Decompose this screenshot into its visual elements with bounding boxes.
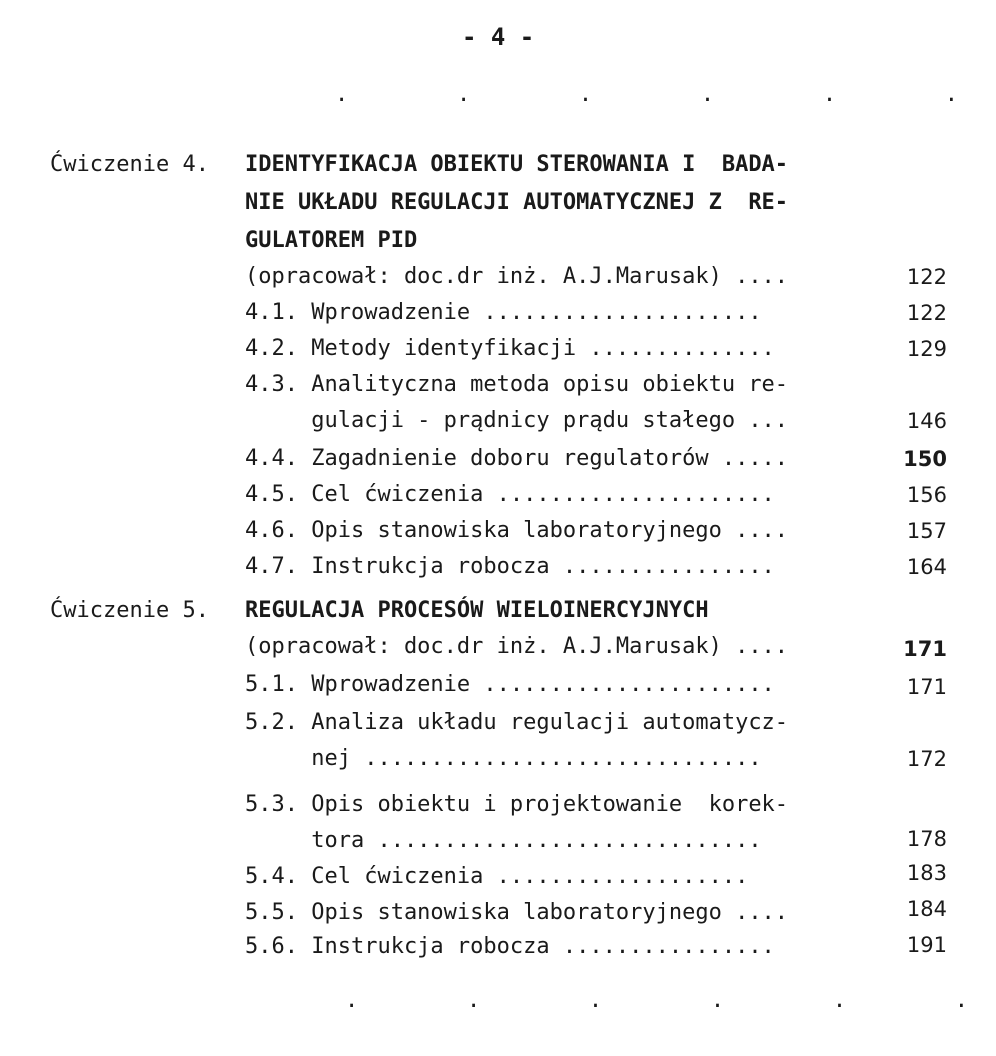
toc-entry-4-7: 4.7. Instrukcja robocza ................ — [245, 554, 775, 579]
exercise-5-title: REGULACJA PROCESÓW WIELOINERCYJNYCH — [245, 598, 709, 623]
toc-page-4-4: 150 — [903, 447, 947, 471]
exercise-5-author: (opracował: doc.dr inż. A.J.Marusak) .... — [245, 634, 789, 659]
toc-page-4-5: 156 — [906, 483, 947, 507]
exercise-4-title-line-3: GULATOREM PID — [245, 228, 418, 253]
toc-entry-4-6: 4.6. Opis stanowiska laboratoryjnego .... — [245, 518, 789, 543]
exercise-4-title-line-2: NIE UKŁADU REGULACJI AUTOMATYCZNEJ Z RE- — [245, 190, 789, 215]
toc-entry-5-3: 5.3. Opis obiektu i projektowanie korek- — [245, 792, 789, 817]
toc-entry-4-3-cont: gulacji - prądnicy prądu stałego ... — [245, 408, 789, 433]
toc-entry-4-1: 4.1. Wprowadzenie ..................... — [245, 300, 762, 325]
toc-page-5-5: 184 — [906, 897, 947, 921]
toc-page-4-7: 164 — [906, 555, 947, 579]
toc-entry-5-2-cont: nej .............................. — [245, 746, 762, 771]
toc-page-5-4: 183 — [906, 861, 947, 885]
exercise-5-author-page: 171 — [903, 637, 947, 661]
toc-page-5-1: 171 — [906, 675, 947, 699]
toc-entry-5-2: 5.2. Analiza układu regulacji automatycz- — [245, 710, 789, 735]
toc-page-4-1: 122 — [906, 301, 947, 325]
toc-entry-5-3-cont: tora ............................. — [245, 828, 762, 853]
toc-page-4-6: 157 — [906, 519, 947, 543]
toc-page-4-2: 129 — [906, 337, 947, 361]
toc-page-5-3: 178 — [906, 827, 947, 851]
toc-entry-4-2: 4.2. Metody identyfikacji .............. — [245, 336, 775, 361]
toc-entry-5-4: 5.4. Cel ćwiczenia ................... — [245, 864, 749, 889]
toc-page-5-6: 191 — [906, 933, 947, 957]
toc-page-4-3: 146 — [906, 409, 947, 433]
page-number: - 4 - — [462, 23, 535, 51]
toc-entry-4-5: 4.5. Cel ćwiczenia ..................... — [245, 482, 775, 507]
top-separator: . . . . . . — [335, 82, 961, 107]
toc-entry-5-1: 5.1. Wprowadzenie ...................... — [245, 672, 775, 697]
exercise-5-label: Ćwiczenie 5. — [50, 598, 209, 623]
toc-entry-4-4: 4.4. Zagadnienie doboru regulatorów ..... — [245, 446, 789, 471]
exercise-4-title-line-1: IDENTYFIKACJA OBIEKTU STEROWANIA I BADA- — [245, 152, 789, 177]
toc-entry-5-6: 5.6. Instrukcja robocza ................ — [245, 934, 775, 959]
toc-entry-4-3: 4.3. Analityczna metoda opisu obiektu re- — [245, 372, 789, 397]
bottom-separator: . . . . . . — [345, 988, 971, 1013]
exercise-4-author-page: 122 — [906, 265, 947, 289]
toc-page-5-2: 172 — [906, 747, 947, 771]
toc-entry-5-5: 5.5. Opis stanowiska laboratoryjnego .... — [245, 900, 789, 925]
exercise-4-label: Ćwiczenie 4. — [50, 152, 209, 177]
exercise-4-author: (opracował: doc.dr inż. A.J.Marusak) .... — [245, 264, 789, 289]
